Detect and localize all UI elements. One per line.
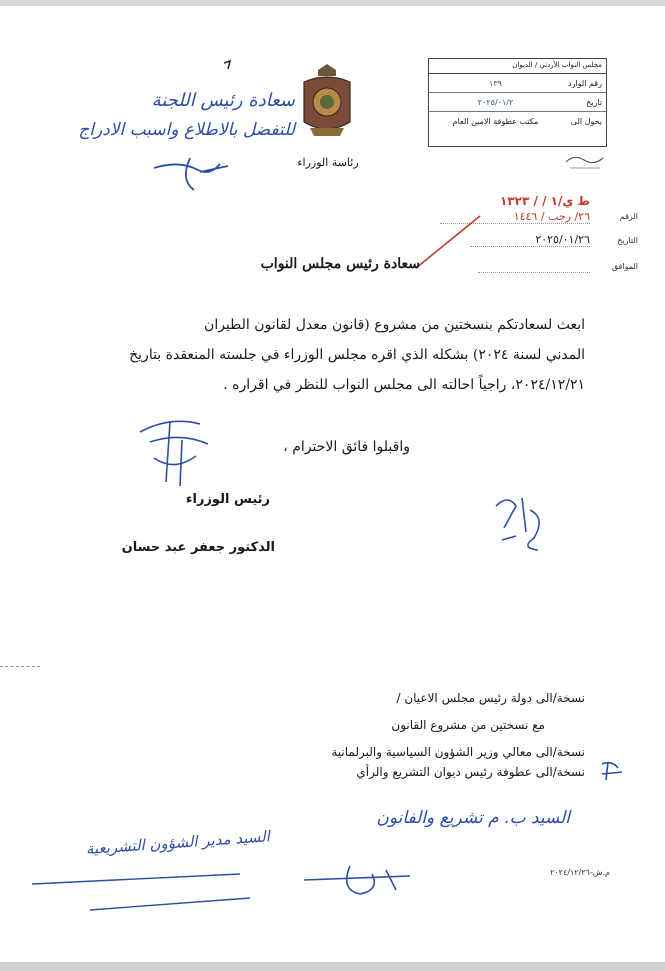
body-line-3: ٢٠٢٤/١٢/٢١، راجياً احالته الى مجلس النواب للنظر في اقراره . <box>223 377 585 393</box>
handwritten-signature-top <box>150 150 240 195</box>
centennial-logo <box>562 150 607 172</box>
red-pen-stroke <box>412 212 482 272</box>
stamp-value: ١٣٩ <box>489 78 502 88</box>
handwritten-note-line2: للتفضل بالاطلاع واسبب الادراج <box>78 120 295 140</box>
body-line-1: ابعث لسعادتكم بنسختين من مشروع (قانون معدل لقانون الطيران <box>204 317 585 333</box>
copy-line-1: نسخة/الى دولة رئيس مجلس الاعيان / <box>396 691 585 705</box>
reference-date-label: التاريخ <box>617 236 638 245</box>
handwritten-mark-copies <box>598 758 626 786</box>
copy-line-4: نسخة/الى عطوفة رئيس ديوان التشريع والرأي <box>356 765 585 779</box>
fold-mark <box>0 666 40 667</box>
reference-hijri-line <box>478 272 590 273</box>
copy-line-2: مع نسختين من مشروع القانون <box>391 718 545 732</box>
signatory-name: الدكتور جعفر عبد حسان <box>121 540 275 555</box>
stamp-row <box>429 74 606 93</box>
closing: واقبلوا فائق الاحترام ، <box>283 439 410 455</box>
reference-date-value: ٢٠٢٥/٠١/٢٦ <box>470 233 590 247</box>
addressee: سعادة رئيس مجلس النواب <box>260 256 420 272</box>
stamp-value: مكتب عطوفة الامين العام <box>452 116 539 126</box>
bottom-border <box>0 962 665 971</box>
handwritten-date-right <box>486 488 556 558</box>
stamp-label: رقم الوارد <box>568 78 602 88</box>
footer-reference: م.ش-٢٠٢٤/١٢/٢٦ <box>550 868 610 877</box>
reference-top-number: ط ي/١ / / ١٣٢٣ <box>500 194 590 208</box>
reference-number-label: الرقم <box>619 212 638 221</box>
stamp-header: مجلس النواب الأردني / الديوان <box>429 59 606 74</box>
handwritten-mark <box>222 56 236 70</box>
reference-hijri-label: الموافق <box>611 262 638 271</box>
incoming-stamp <box>428 58 607 147</box>
body-line-2: المدني لسنة ٢٠٢٤) بشكله الذي اقره مجلس الوزراء في جلسته المنعقدة بتاريخ <box>129 347 585 363</box>
ministry-name: رئاسة الوزراء <box>297 156 359 169</box>
stamp-label: تاريخ <box>586 97 602 107</box>
stamp-row <box>429 112 606 130</box>
handwritten-signature-bottom <box>300 860 420 900</box>
top-border <box>0 0 665 6</box>
handwritten-bottom-line2: السيد مدير الشؤون التشريعية <box>85 827 271 859</box>
stamp-value: ٢٠٢٥/٠١/٢ <box>477 97 514 107</box>
copy-line-3: نسخة/الى معالي وزير الشؤون السياسية والبرلمانية <box>331 745 585 759</box>
pm-signature <box>130 412 220 492</box>
handwritten-bottom-line1: السيد ب. م تشريع والفانون <box>376 808 570 828</box>
jordan-emblem-icon <box>296 62 358 152</box>
reference-number-value: ٢٦/ رجب / ١٤٤٦ <box>440 210 590 224</box>
handwritten-note-line1: سعادة رئيس اللجنة <box>151 90 295 111</box>
handwritten-lines-left <box>30 860 260 916</box>
stamp-label: يحول الى <box>570 116 602 126</box>
signatory-title: رئيس الوزراء <box>185 492 270 507</box>
stamp-row <box>429 93 606 112</box>
